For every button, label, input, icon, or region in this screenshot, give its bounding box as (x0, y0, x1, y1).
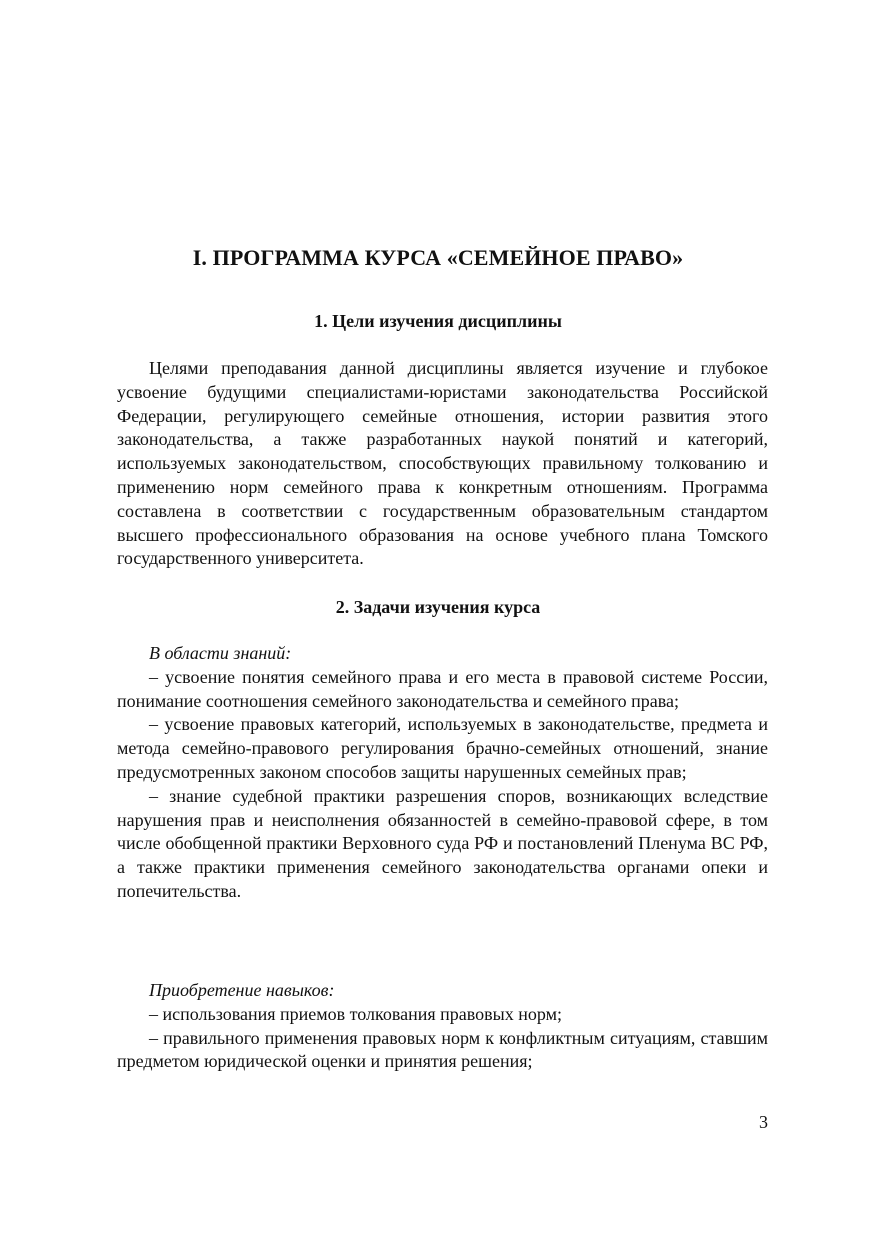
knowledge-item: – знание судебной практики разрешения споров, возникающих вследствие нарушения прав и неисполнения обязанностей в семейно-правовой сфере, в том числе обобщенной практики Верховного суда РФ и постановлений Пленума ВС РФ, а также практики применения семейного законодательства органами опеки и попечительства. (117, 785, 768, 901)
knowledge-block (117, 642, 768, 904)
skills-item: – правильного применения правовых норм к конфликтным ситуациям, ставшим предметом юридической оценки и принятия решения; (117, 1027, 768, 1072)
skills-item: – использования приемов толкования правовых норм; (149, 1003, 562, 1024)
chapter-title: I. ПРОГРАММА КУРСА «СЕМЕЙНОЕ ПРАВО» (192, 245, 684, 270)
section-heading-tasks: 2. Задачи изучения курса (335, 597, 541, 617)
page-number: 3 (759, 1112, 768, 1132)
knowledge-item: – усвоение понятия семейного права и его места в правовой системе России, понимание соотношения семейного законодательства и семейного права; (117, 666, 768, 711)
knowledge-item: – усвоение правовых категорий, используемых в законодательстве, предмета и метода семейно-правового регулирования брачно-семейных отношений, знание предусмотренных законом способов защиты нарушенных семейных прав; (117, 714, 768, 782)
knowledge-label: В области знаний: (149, 643, 292, 663)
section-heading-goals: 1. Цели изучения дисциплины (314, 311, 562, 331)
skills-label: Приобретение навыков: (149, 980, 335, 1000)
goals-paragraph: Целями преподавания данной дисциплины является изучение и глубокое усвоение будущими специалистами-юристами законодательства Российской Федерации, регулирующего семейные отношения, истории развития этого законодательства, а также разработанных наукой понятий и категорий, используемых законодательством, способствующих правильному толкованию и применению норм семейного права к конкретным отношениям. Программа составлена в соответствии с государственным образовательным стандартом высшего профессионального образования на основе учебного плана Томского государственного университета. (117, 358, 768, 569)
skills-block (117, 979, 768, 1074)
section-goals-body (117, 357, 768, 571)
